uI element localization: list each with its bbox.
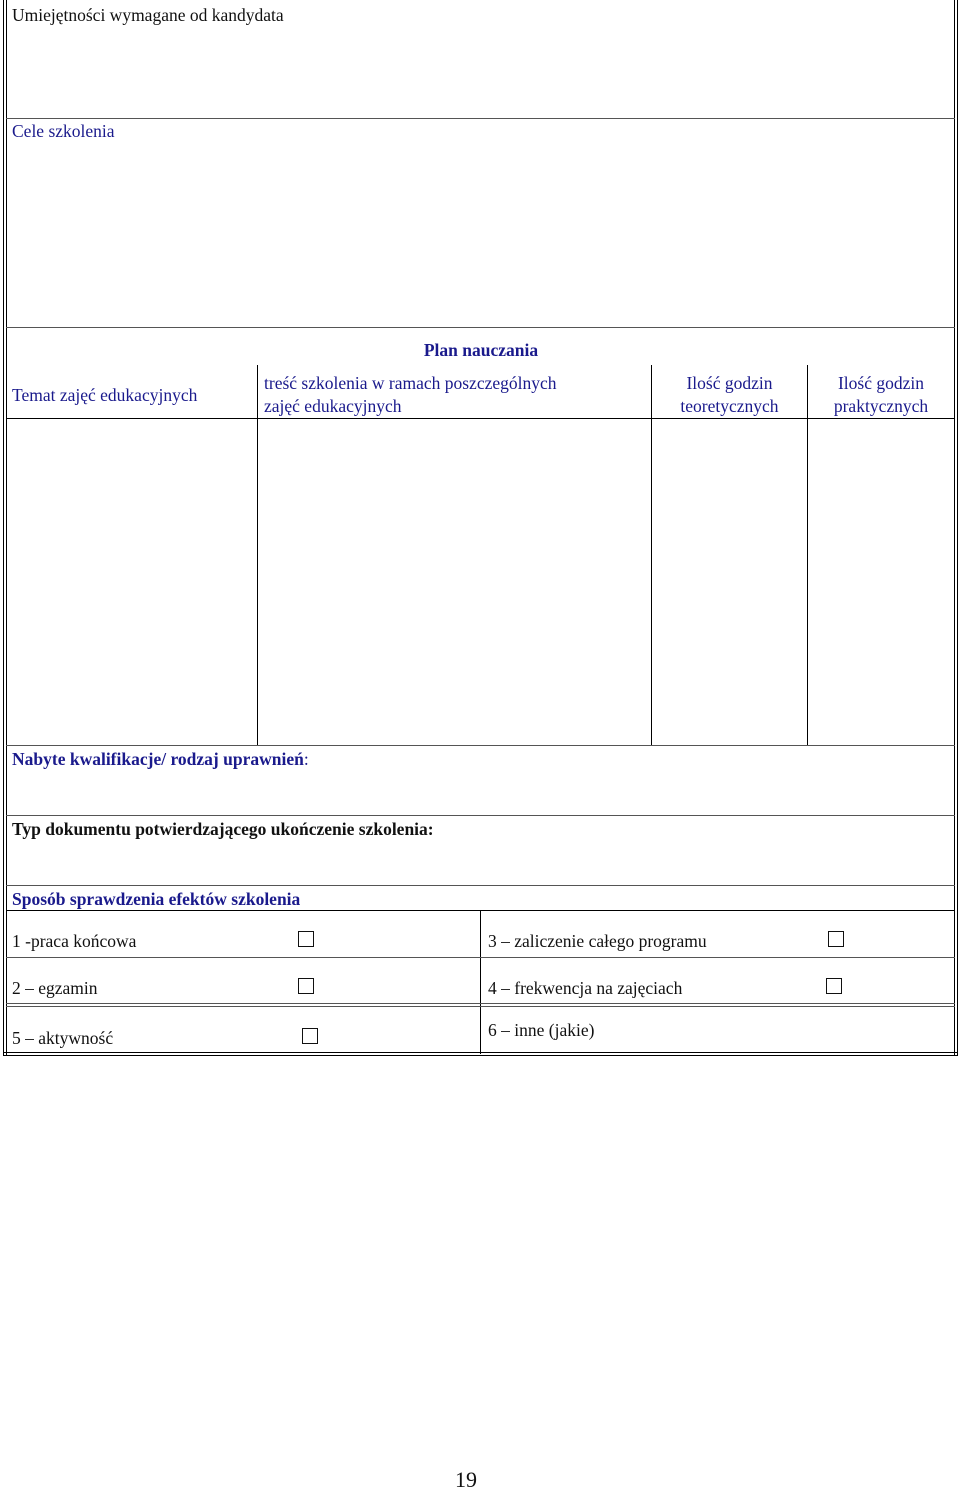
option-exam: 2 – egzamin bbox=[12, 978, 98, 998]
checkbox-activity[interactable] bbox=[302, 1028, 318, 1044]
col-content-header-line2: zajęć edukacyjnych bbox=[264, 396, 402, 416]
col-theory-header-line2: teoretycznych bbox=[680, 396, 779, 416]
evaluation-row1-bottom bbox=[6, 957, 955, 958]
option-final-work: 1 -praca końcowa bbox=[12, 931, 137, 951]
divider-1 bbox=[6, 118, 955, 119]
checkbox-attendance[interactable] bbox=[826, 978, 842, 994]
frame-left-inner bbox=[6, 0, 7, 1056]
plan-col-divider-2 bbox=[651, 365, 652, 745]
frame-right-outer bbox=[957, 0, 958, 1056]
evaluation-row2-bottom-a bbox=[6, 1003, 955, 1004]
document-type-label: Typ dokumentu potwierdzającego ukończenie szkolenia: bbox=[12, 819, 434, 839]
col-theory-header-line1: Ilość godzin bbox=[686, 373, 773, 393]
plan-header-bottom bbox=[6, 418, 955, 419]
option-activity: 5 – aktywność bbox=[12, 1028, 114, 1048]
divider-2 bbox=[6, 327, 955, 328]
col-practice-header-line1: Ilość godzin bbox=[837, 373, 925, 393]
option-attendance: 4 – frekwencja na zajęciach bbox=[488, 978, 683, 998]
divider-qualifications bbox=[6, 815, 955, 816]
qualifications-text: Nabyte kwalifikacje/ rodzaj uprawnień bbox=[12, 749, 304, 769]
plan-title: Plan nauczania bbox=[423, 340, 539, 360]
col-practice-header-line2: praktycznych bbox=[833, 396, 929, 416]
qualifications-colon: : bbox=[303, 749, 309, 769]
checkbox-exam[interactable] bbox=[298, 978, 314, 994]
training-goals-label: Cele szkolenia bbox=[12, 121, 115, 141]
plan-col-divider-3 bbox=[807, 365, 808, 745]
frame-left-outer bbox=[3, 0, 4, 1056]
evaluation-row2-bottom-b bbox=[6, 1006, 955, 1007]
plan-col-divider-1 bbox=[257, 365, 258, 745]
divider-document-type bbox=[6, 885, 955, 886]
table-bottom-b bbox=[3, 1055, 958, 1056]
checkbox-final-work[interactable] bbox=[298, 931, 314, 947]
frame-right-inner bbox=[954, 0, 955, 1056]
skills-required-label: Umiejętności wymagane od kandydata bbox=[12, 5, 284, 25]
table-bottom-a bbox=[3, 1052, 958, 1053]
plan-table-bottom bbox=[6, 745, 955, 746]
evaluation-col-divider bbox=[480, 910, 481, 1054]
checkbox-whole-program[interactable] bbox=[828, 931, 844, 947]
page-number: 19 bbox=[455, 1467, 477, 1492]
option-other: 6 – inne (jakie) bbox=[488, 1020, 595, 1040]
col-topic-header: Temat zajęć edukacyjnych bbox=[12, 385, 198, 405]
option-whole-program: 3 – zaliczenie całego programu bbox=[488, 931, 707, 951]
col-content-header-line1: treść szkolenia w ramach poszczególnych bbox=[264, 373, 557, 393]
evaluation-title: Sposób sprawdzenia efektów szkolenia bbox=[12, 889, 301, 909]
qualifications-label bbox=[12, 748, 309, 771]
